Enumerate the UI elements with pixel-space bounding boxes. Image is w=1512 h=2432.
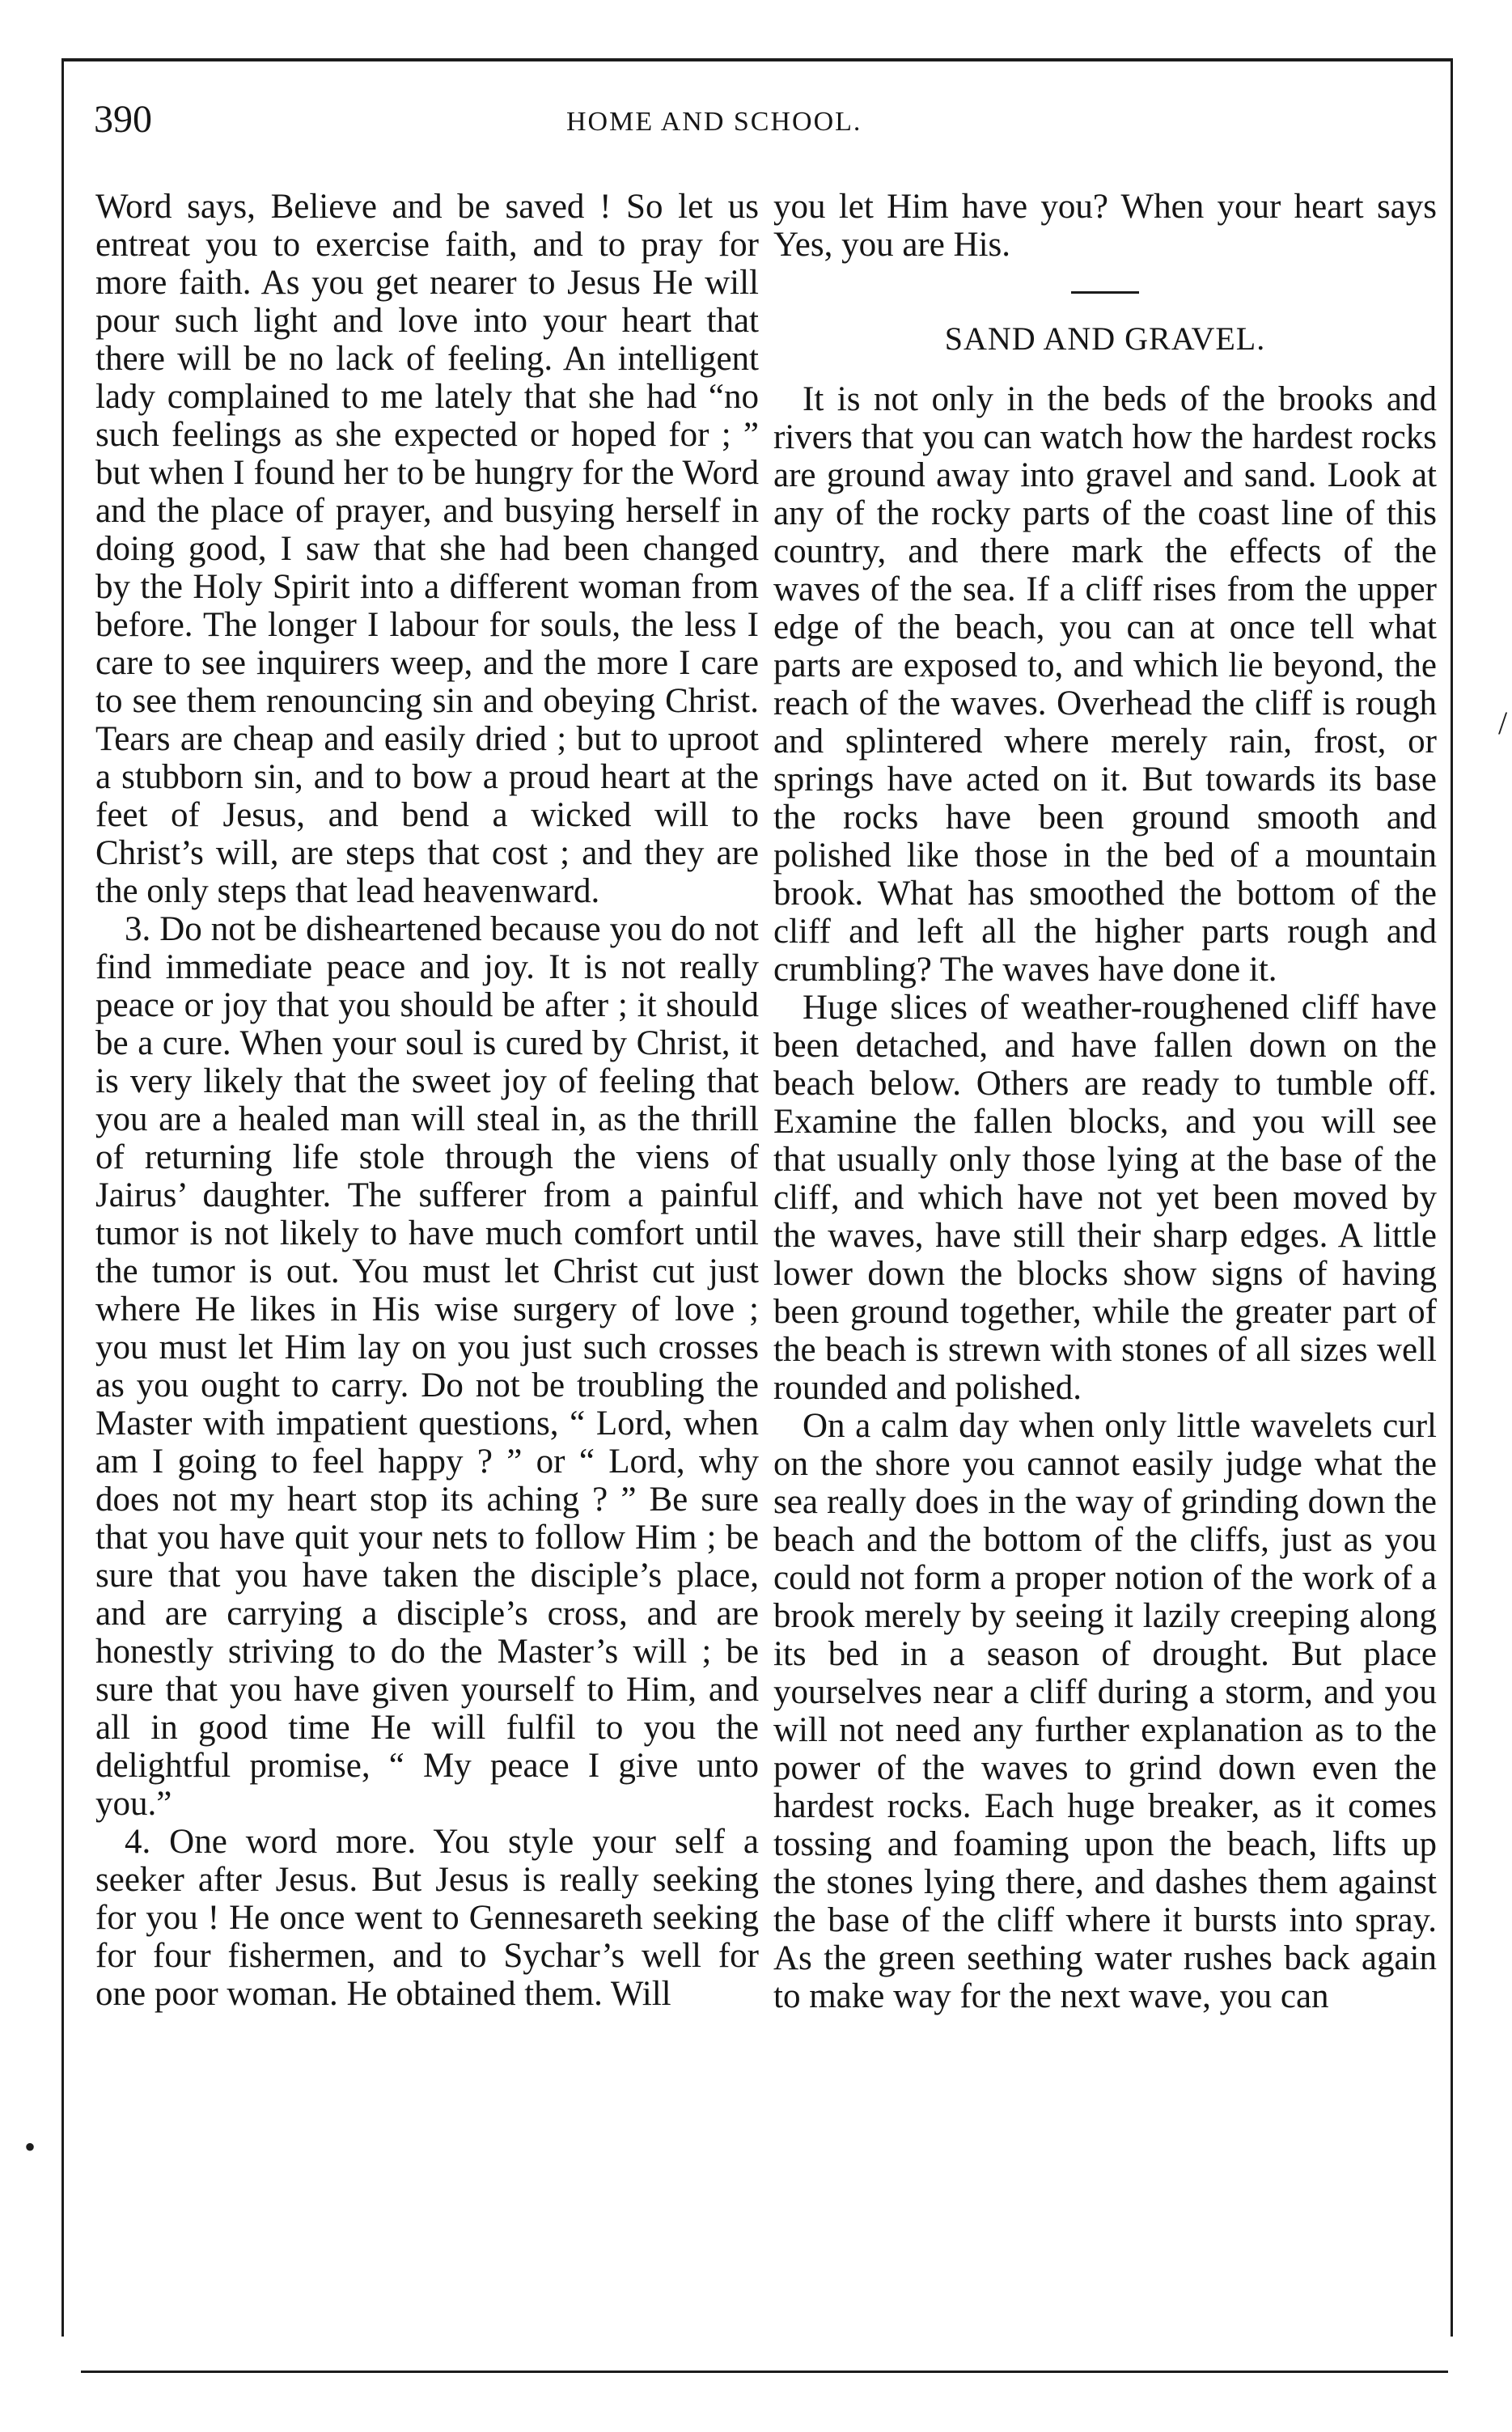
right-paragraph: It is not only in the beds of the brooks and rivers that you can watch how the hardest rocks are ground away into gravel and sand. Look at any of the rocky parts of the coast line of this country, and there mark the effects of the waves of the sea. If a cliff rises from the upper edge of the beach, you can at once tell what parts are exposed to, and which lie beyond, the reach of the waves. Overhead the cliff is rough and splintered where merely rain, frost, or springs have acted on it. But towards its base the rocks have been ground smooth and polished like those in the bed of a mountain brook. What has smoothed the bottom of the cliff and left all the higher parts rough and crumbling? The waves have done it. [773, 380, 1437, 989]
page-number: 390 [94, 98, 152, 141]
right-border-rule [1451, 58, 1453, 2337]
right-paragraph: On a calm day when only little wavelets curl on the shore you cannot easily judge what the sea really does in the way of grinding down the beach and the bottom of the cliffs, just as you could not form a proper notion of the work of a brook merely by seeing it lazily creeping along its bed in a season of drought. But place yourselves near a cliff during a storm, and you will not need any further explanation as to the power of the waves to grind down even the hardest rocks. Each huge breaker, as it comes tossing and foaming upon the beach, lifts up the stones lying there, and dashes them against the base of the cliff where it bursts into spray. As the green seething water rushes back again to make way for the next wave, you can [773, 1407, 1437, 2015]
running-title: HOME AND SCHOOL. [566, 107, 862, 137]
left-column [95, 188, 759, 2013]
right-lead-paragraph: you let Him have you? When your heart says Yes, you are His. [773, 188, 1437, 264]
left-border-rule [61, 58, 64, 2337]
top-border-rule [61, 58, 1453, 61]
right-column [773, 188, 1437, 2015]
section-divider [1071, 291, 1139, 294]
margin-speck: / [1498, 705, 1508, 741]
bottom-border-rule [81, 2371, 1448, 2373]
right-paragraph: Huge slices of weather-roughened cliff have been detached, and have fallen down on the beach below. Others are ready to tumble off. Examine the fallen blocks, and you will see that usually only those lying at the base of the cliff, and which have not yet been moved by the waves, have still their sharp edges. A little lower down the blocks show signs of having been ground together, while the greater part of the beach is strewn with stones of all sizes well rounded and polished. [773, 989, 1437, 1407]
left-paragraph: Word says, Believe and be saved ! So let us entreat you to exercise faith, and to pray for more faith. As you get nearer to Jesus He will pour such light and love into your heart that there will be no lack of feeling. An intelligent lady complained to me lately that she had “no such feelings as she expected or hoped for ; ” but when I found her to be hungry for the Word and the place of prayer, and busying herself in doing good, I saw that she had been changed by the Holy Spirit into a different woman from before. The longer I labour for souls, the less I care to see inquirers weep, and the more I care to see them renouncing sin and obeying Christ. Tears are cheap and easily dried ; but to uproot a stubborn sin, and to bow a proud heart at the feet of Jesus, and bend a wicked will to Christ’s will, are steps that cost ; and they are the only steps that lead heavenward. [95, 188, 759, 910]
left-paragraph: 4. One word more. You style your self a seeker after Jesus. But Jesus is really seeking for you ! He once went to Gennesareth seeking for four fishermen, and to Sychar’s well for one poor woman. He obtained them. Will [95, 1823, 759, 2013]
left-paragraph: 3. Do not be disheartened because you do not find immediate peace and joy. It is not really peace or joy that you should be after ; it should be a cure. When your soul is cured by Christ, it is very likely that the sweet joy of feeling that you are a healed man will steal in, as the thrill of returning life stole through the viens of Jairus’ daughter. The sufferer from a painful tumor is not likely to have much comfort until the tumor is out. You must let Christ cut just where He likes in His wise surgery of love ; you must let Him lay on you just such crosses as you ought to carry. Do not be troubling the Master with impatient questions, “ Lord, when am I going to feel happy ? ” or “ Lord, why does not my heart stop its aching ? ” Be sure that you have quit your nets to follow Him ; be sure that you have taken the disciple’s place, and are carrying a disciple’s cross, and are honestly striving to do the Master’s will ; be sure that you have given yourself to Him, and all in good time He will fulfil to you the delightful promise, “ My peace I give unto you.” [95, 910, 759, 1823]
margin-speck: • [24, 2129, 36, 2165]
section-title: SAND AND GRAVEL. [944, 320, 1266, 357]
